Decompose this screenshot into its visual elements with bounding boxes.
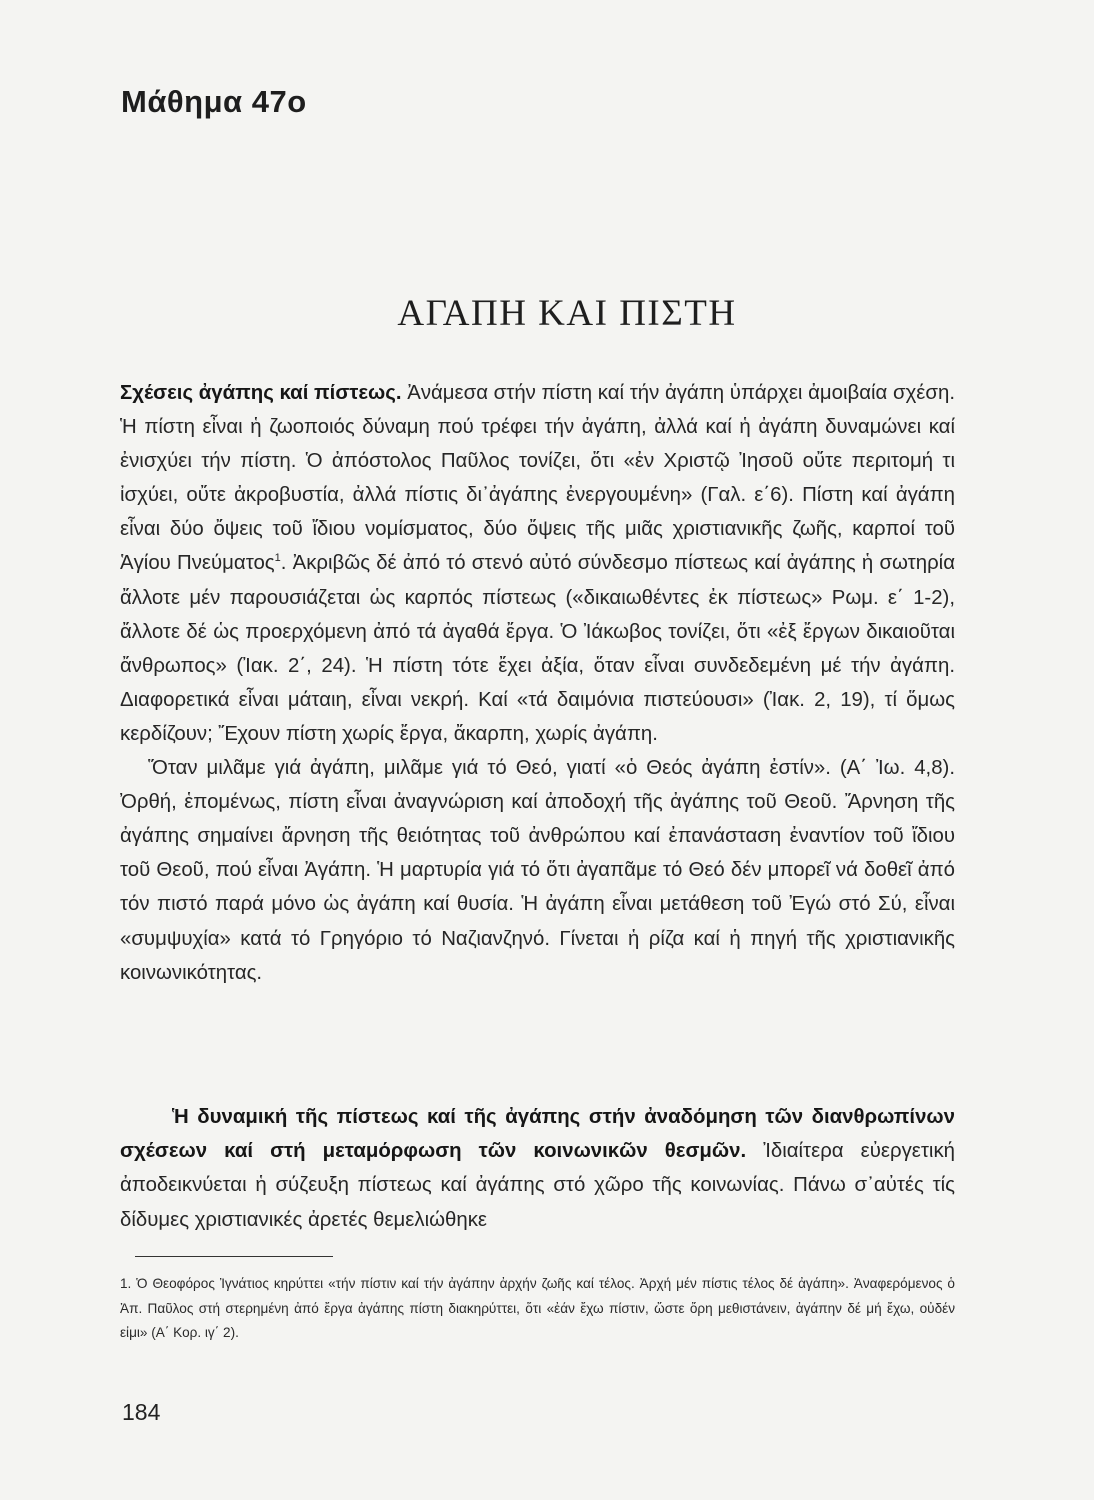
section-relations (120, 376, 955, 990)
section-dynamics (120, 1100, 955, 1237)
footnote-reference: 1 (274, 552, 281, 565)
paragraph-3 (120, 1100, 955, 1237)
paragraph-1-text-b: . Ἀκριβῶς δέ ἀπό τό στενό αὐτό σύνδεσμο πίστεως καί ἀγάπης ἡ σωτηρία ἄλλοτε μέν παρουσιάζεται ὡς καρπός πίστεως («δικαιωθέντες ἐκ πίστεως» Ρωμ. ε΄ 1-2), ἄλλοτε δέ ὡς προερχόμενη ἀπό τά ἀγαθά ἔργα. Ὁ Ἰάκωβος τονίζει, ὅτι «ἐξ ἔργων δικαιοῦται ἄνθρωπος» (Ἰακ. 2΄, 24). Ἡ πίστη τότε ἔχει ἀξία, ὅταν εἶναι συνδεδεμένη μέ τήν ἀγάπη. Διαφορετικά εἶναι μάταιη, εἶναι νεκρή. Καί «τά δαιμόνια πιστεύουσι» (Ἰακ. 2, 19), τί ὅμως κερδίζουν; Ἔχουν πίστη χωρίς ἔργα, ἄκαρπη, χωρίς ἀγάπη. (120, 552, 955, 745)
chapter-title: ΑΓΑΠΗ ΚΑΙ ΠΙΣΤΗ (397, 293, 737, 334)
paragraph-1 (120, 376, 955, 751)
footnote-text: 1. Ὁ Θεοφόρος Ἰγνάτιος κηρύττει «τήν πίστιν καί τήν ἀγάπην ἀρχήν ζωῆς καί τέλος. Ἀρχή μέν πίστις τέλος δέ ἀγάπη». Ἀναφερόμενος ὁ Ἀπ. Παῦλος στή στερημένη ἀπό ἔργα ἀγάπης πίστη διακηρύττει, ὅτι «ἐάν ἔχω πίστιν, ὥστε ὄρη μεθιστάνειν, ἀγάπην δέ μή ἔχω, οὐδέν εἰμι» (Α΄ Κορ. ιγ΄ 2). (120, 1276, 955, 1340)
page-number: 184 (122, 1399, 161, 1425)
section-heading-relations: Σχέσεις ἀγάπης καί πίστεως. (120, 382, 402, 404)
footnote-divider (135, 1256, 333, 1257)
paragraph-2: Ὅταν μιλᾶμε γιά ἀγάπη, μιλᾶμε γιά τό Θεό, γιατί «ὁ Θεός ἀγάπη ἐστίν». (Α΄ Ἰω. 4,8). Ὀρθή, ἑπομένως, πίστη εἶναι ἀναγνώριση καί ἀποδοχή τῆς ἀγάπης τοῦ Θεοῦ. Ἄρνηση τῆς ἀγάπης σημαίνει ἄρνηση τῆς θειότητας τοῦ ἀνθρώπου καί ἐπανάσταση ἐναντίον τοῦ ἴδιου τοῦ Θεοῦ, πού εἶναι Ἀγάπη. Ἡ μαρτυρία γιά τό ὅτι ἀγαπᾶμε τό Θεό δέν μπορεῖ νά δοθεῖ ἀπό τόν πιστό παρά μόνο ὡς ἀγάπη καί θυσία. Ἡ ἀγάπη εἶναι μετάθεση τοῦ Ἐγώ στό Σύ, εἶναι «συμψυχία» κατά τό Γρηγόριο τό Ναζιανζηνό. Γίνεται ἡ ρίζα καί ἡ πηγή τῆς χριστιανικῆς κοινωνικότητας. (120, 757, 955, 984)
paragraph-3-text: Ἰδιαίτερα εὐεργετική ἀποδεικνύεται ἡ σύζευξη πίστεως καί ἀγάπης στό χῶρο τῆς κοινωνίας. Πάνω σ᾽αὐτές τίς δίδυμες χριστιανικές ἀρετές θεμελιώθηκε (120, 1140, 955, 1231)
footnote (120, 1272, 955, 1346)
section-heading-dynamics: Ἡ δυναμική τῆς πίστεως καί τῆς ἀγάπης στήν ἀναδόμηση τῶν διανθρωπίνων σχέσεων καί στή μεταμόρφωση τῶν κοινωνικῶν θεσμῶν. (120, 1106, 955, 1163)
lesson-header: Μάθημα 47ο (121, 84, 307, 119)
paragraph-1-text-a: Ἀνάμεσα στήν πίστη καί τήν ἀγάπη ὑπάρχει ἀμοιβαία σχέση. Ἡ πίστη εἶναι ἡ ζωοποιός δύναμη πού τρέφει τήν ἀγάπη, ἀλλά καί ἡ ἀγάπη δυναμώνει καί ἐνισχύει τήν πίστη. Ὁ ἀπόστολος Παῦλος τονίζει, ὅτι «ἐν Χριστῷ Ἰησοῦ οὔτε περιτομή τι ἰσχύει, οὔτε ἀκροβυστία, ἀλλά πίστις δι᾽ἀγάπης ἐνεργουμένη» (Γαλ. ε΄6). Πίστη καί ἀγάπη εἶναι δύο ὄψεις τοῦ ἴδιου νομίσματος, δύο ὄψεις τῆς μιᾶς χριστιανικῆς ζωῆς, καρποί τοῦ Ἁγίου Πνεύματος (120, 382, 955, 575)
